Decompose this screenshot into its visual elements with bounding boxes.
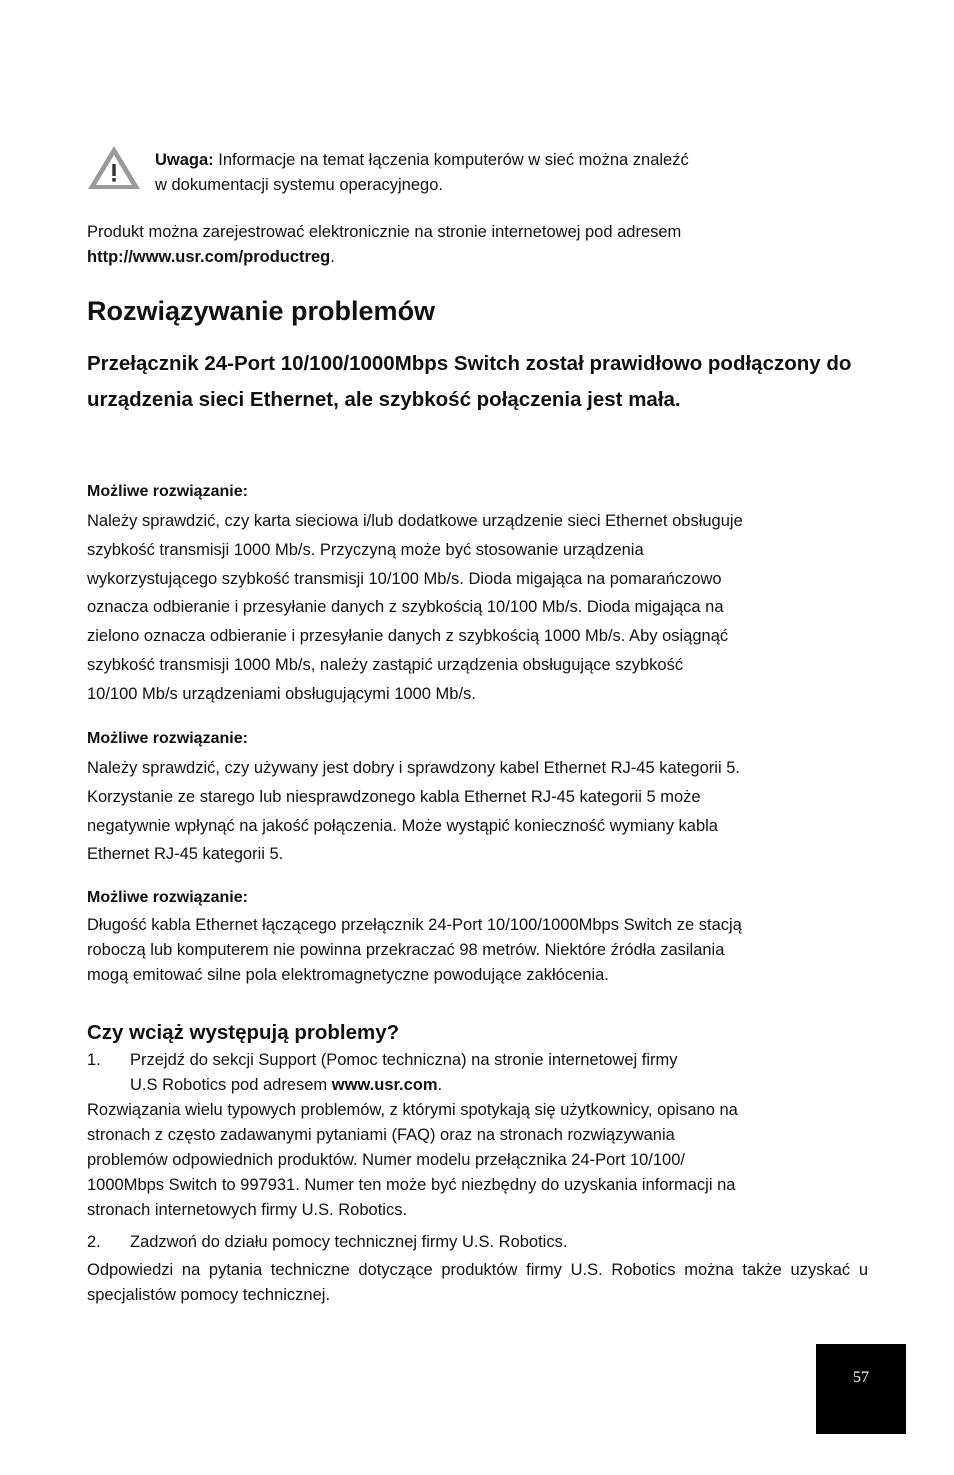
solution-1-text	[87, 507, 877, 709]
text-line: Należy sprawdzić, czy używany jest dobry i sprawdzony kabel Ethernet RJ-45 kategorii 5.	[87, 759, 740, 777]
text-line: roboczą lub komputerem nie powinna przekraczać 98 metrów. Niektóre źródła zasilania	[87, 941, 725, 959]
solution-3-label: Możliwe rozwiązanie:	[87, 889, 248, 906]
text-line: zielono oznacza odbieranie i przesyłanie danych z szybkością 1000 Mb/s. Aby osiągnąć	[87, 627, 729, 646]
register-paragraph	[87, 220, 877, 270]
solution-2-text	[87, 754, 877, 869]
solution-3-text	[87, 913, 877, 988]
note	[155, 148, 835, 198]
text-line: problemów odpowiednich produktów. Numer modelu przełącznika 24-Port 10/100/	[87, 1151, 685, 1169]
text-line: stronach internetowych firmy U.S. Robotics.	[87, 1201, 408, 1219]
text-line: 10/100 Mb/s urządzeniami obsługującymi 1000 Mb/s.	[87, 684, 476, 703]
section-title: Rozwiązywanie problemów	[87, 296, 436, 326]
warning-triangle-icon	[86, 143, 142, 191]
text-line: Ethernet RJ-45 kategorii 5.	[87, 845, 284, 864]
problem-heading: Przełącznik 24-Port 10/100/1000Mbps Switch został prawidłowo podłączony do urządzenia sieci Ethernet, ale szybkość połączenia jest mała.	[87, 352, 852, 411]
list-item-1-line-1: Przejdź do sekcji Support (Pomoc techniczna) na stronie internetowej firmy	[130, 1051, 678, 1069]
list-item-1	[130, 1048, 870, 1098]
text-line: Należy sprawdzić, czy karta sieciowa i/lub dodatkowe urządzenie sieci Ethernet obsługuje	[87, 512, 743, 530]
text-line: szybkość transmisji 1000 Mb/s, należy zastąpić urządzenia obsługujące szybkość	[87, 655, 684, 674]
list-item-2: Zadzwoń do działu pomocy technicznej firmy U.S. Robotics.	[130, 1233, 568, 1251]
register-text: Produkt można zarejestrować elektronicznie na stronie internetowej pod adresem	[87, 223, 682, 241]
register-link[interactable]: http://www.usr.com/productreg	[87, 248, 331, 266]
text-line: Długość kabla Ethernet łączącego przełącznik 24-Port 10/100/1000Mbps Switch ze stacją	[87, 916, 742, 934]
page-number-box	[816, 1344, 906, 1434]
solution-1-label: Możliwe rozwiązanie:	[87, 483, 248, 500]
still-problems-title: Czy wciąż występują problemy?	[87, 1021, 400, 1044]
text-line: wykorzystującego szybkość transmisji 10/100 Mb/s. Dioda migająca na pomarańczowo	[87, 569, 722, 588]
text-line: szybkość transmisji 1000 Mb/s. Przyczyną może być stosowanie urządzenia	[87, 540, 644, 559]
page-number: 57	[853, 1369, 869, 1386]
text-line: Rozwiązania wielu typowych problemów, z którymi spotykają się użytkownicy, opisano na	[87, 1101, 738, 1119]
text-line: stronach z często zadawanymi pytaniami (FAQ) oraz na stronach rozwiązywania	[87, 1126, 675, 1144]
support-link[interactable]: www.usr.com	[331, 1076, 438, 1094]
text-line: 1000Mbps Switch to 997931. Numer ten może być niezbędny do uzyskania informacji na	[87, 1176, 736, 1194]
note-label: Uwaga:	[155, 151, 214, 169]
list-item-1-end: .	[437, 1076, 443, 1094]
list-item-2-number: 2.	[87, 1233, 101, 1251]
solution-2-label: Możliwe rozwiązanie:	[87, 730, 248, 747]
note-text-1: Informacje na temat łączenia komputerów w sieć można znaleźć	[213, 151, 689, 169]
text-line: oznacza odbieranie i przesyłanie danych z szybkością 10/100 Mb/s. Dioda migająca na	[87, 598, 724, 617]
faq-paragraph	[87, 1098, 877, 1223]
text-line: Korzystanie ze starego lub niesprawdzonego kabla Ethernet RJ-45 kategorii 5 może	[87, 787, 701, 806]
final-paragraph: Odpowiedzi na pytania techniczne dotyczące produktów firmy U.S. Robotics można także uzyskać u specjalistów pomocy technicznej.	[87, 1261, 868, 1304]
text-line: mogą emitować silne pola elektromagnetyczne powodujące zakłócenia.	[87, 966, 609, 984]
list-item-1-number: 1.	[87, 1051, 101, 1069]
note-text-2: w dokumentacji systemu operacyjnego.	[155, 176, 443, 194]
list-item-1-line-2: U.S Robotics pod adresem	[130, 1076, 332, 1094]
register-end: .	[330, 248, 335, 266]
text-line: negatywnie wpłynąć na jakość połączenia. Może wystąpić konieczność wymiany kabla	[87, 816, 718, 835]
